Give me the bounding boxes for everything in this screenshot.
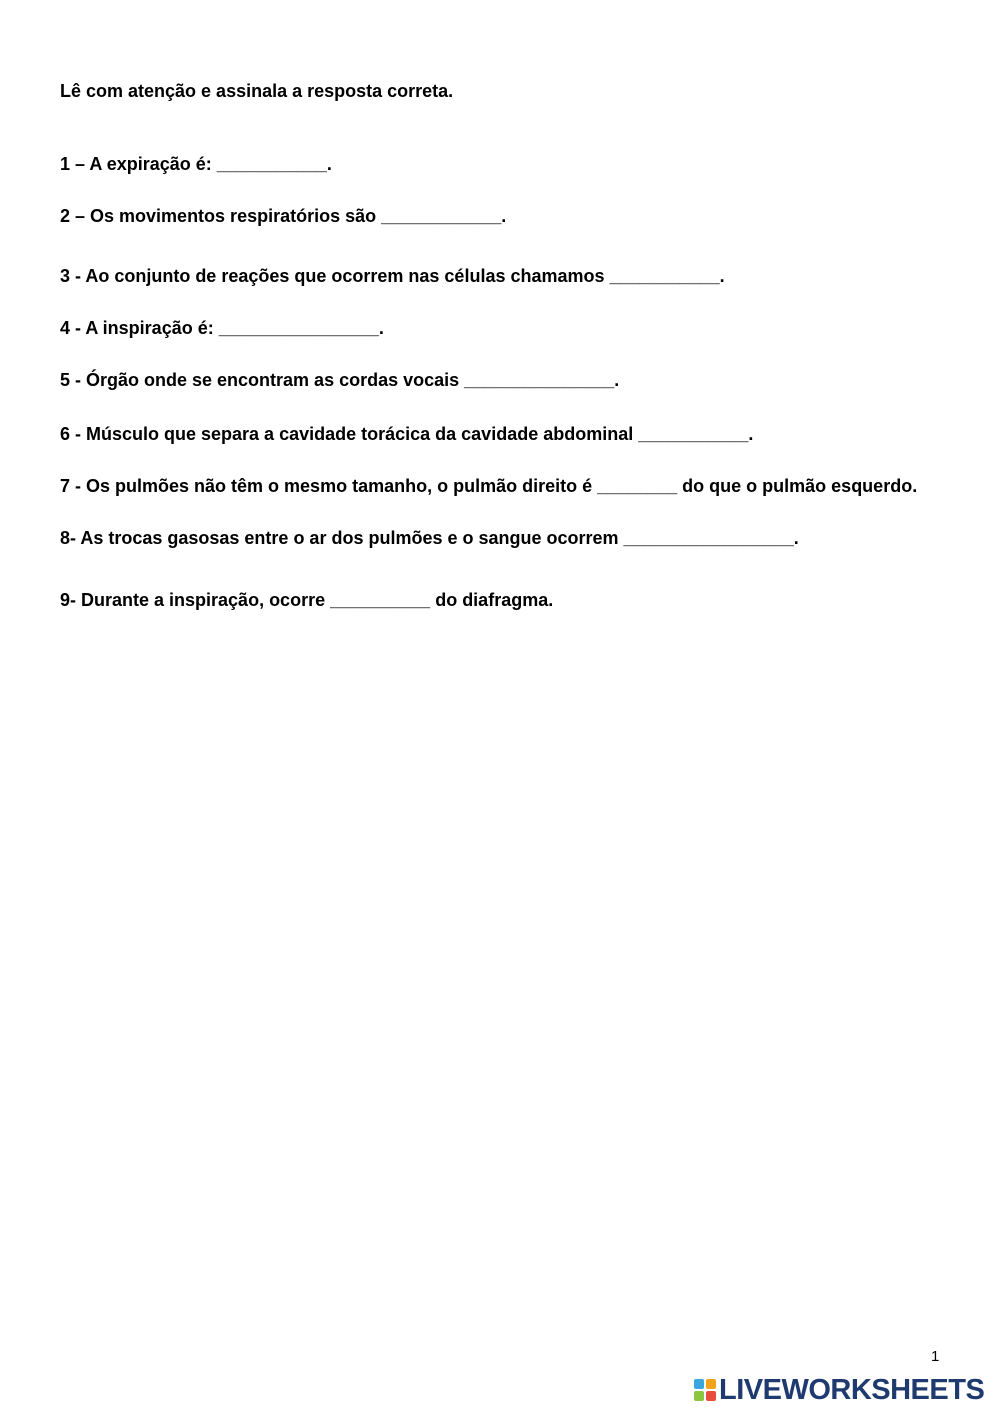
question-4: 4 - A inspiração é: ________________. xyxy=(60,318,384,338)
question-3: 3 - Ao conjunto de reações que ocorrem nas células chamamos ___________. xyxy=(60,266,725,286)
logo-tile-icon xyxy=(694,1379,704,1389)
logo-tile-icon xyxy=(694,1391,704,1401)
question-1: 1 – A expiração é: ___________. xyxy=(60,154,332,174)
question-5: 5 - Órgão onde se encontram as cordas vocais _______________. xyxy=(60,370,620,390)
question-8: 8- As trocas gasosas entre o ar dos pulmões e o sangue ocorrem _________________. xyxy=(60,528,799,548)
liveworksheets-logo-icon xyxy=(694,1379,716,1401)
page-number: 1 xyxy=(931,1348,940,1365)
instruction-text: Lê com atenção e assinala a resposta correta. xyxy=(60,81,454,101)
question-6: 6 - Músculo que separa a cavidade torácica da cavidade abdominal ___________. xyxy=(60,424,754,444)
logo-tile-icon xyxy=(706,1379,716,1389)
question-9: 9- Durante a inspiração, ocorre __________ do diafragma. xyxy=(60,590,554,610)
logo-tile-icon xyxy=(706,1391,716,1401)
question-2: 2 – Os movimentos respiratórios são ____________. xyxy=(60,206,507,226)
liveworksheets-logo xyxy=(694,1374,984,1406)
logo-text: LIVEWORKSHEETS xyxy=(719,1374,985,1406)
question-7: 7 - Os pulmões não têm o mesmo tamanho, o pulmão direito é ________ do que o pulmão esquerdo. xyxy=(60,476,918,496)
